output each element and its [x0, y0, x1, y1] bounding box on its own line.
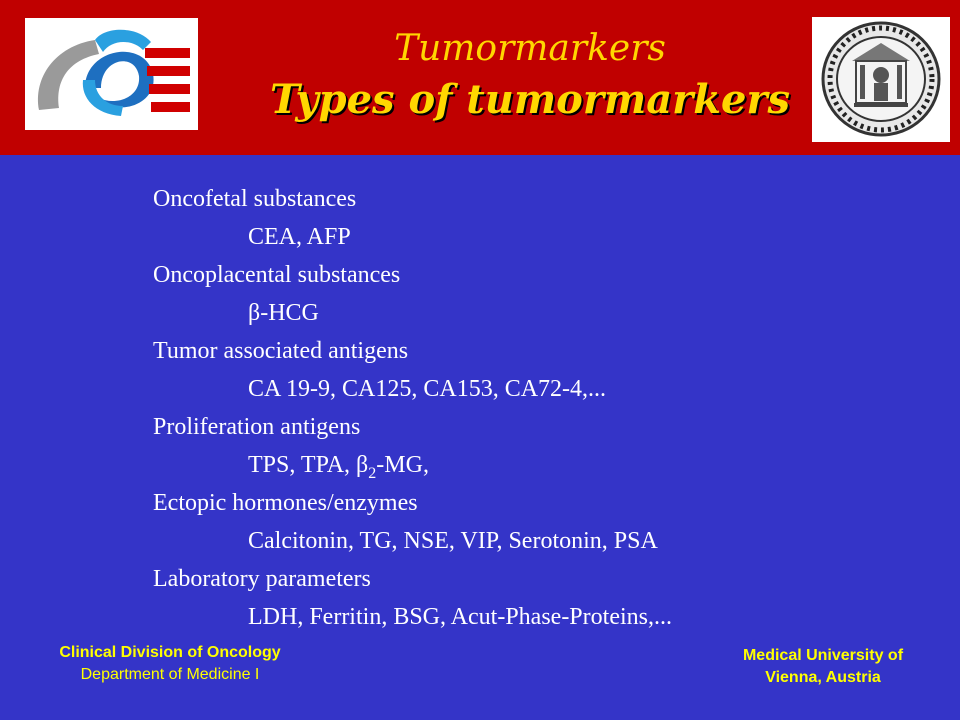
category-proliferation-antigens: Proliferation antigens	[153, 414, 361, 440]
presentation-title: Tumormarkers	[394, 28, 666, 69]
examples-proliferation-suffix: -MG,	[376, 452, 429, 478]
footer-left	[20, 642, 320, 686]
category-tumor-associated-antigens: Tumor associated antigens	[153, 338, 409, 364]
examples-proliferation-subscript: 2	[368, 464, 377, 482]
footer-right	[700, 645, 946, 689]
category-laboratory-parameters: Laboratory parameters	[153, 566, 371, 592]
category-oncoplacental: Oncoplacental substances	[153, 262, 401, 288]
category-ectopic-hormones: Ectopic hormones/enzymes	[153, 490, 418, 516]
examples-proliferation-antigens	[153, 446, 672, 484]
examples-oncofetal: CEA, AFP	[248, 224, 351, 250]
examples-oncoplacental: β-HCG	[248, 300, 319, 326]
category-oncofetal: Oncofetal substances	[153, 186, 357, 212]
footer-location: Vienna, Austria	[765, 669, 881, 686]
examples-ectopic-hormones: Calcitonin, TG, NSE, VIP, Serotonin, PSA	[248, 528, 658, 554]
footer-university: Medical University of	[742, 647, 904, 664]
footer-department: Department of Medicine I	[80, 666, 260, 683]
slide-title: Types of tumormarkers	[270, 76, 790, 123]
examples-proliferation-prefix: TPS, TPA, β	[248, 452, 369, 478]
examples-laboratory-parameters: LDH, Ferritin, BSG, Acut-Phase-Proteins,...	[248, 604, 672, 630]
examples-tumor-associated-antigens: CA 19-9, CA125, CA153, CA72-4,...	[248, 376, 607, 402]
footer-division: Clinical Division of Oncology	[59, 644, 281, 661]
tumormarker-list	[153, 180, 672, 636]
header-banner	[0, 0, 960, 155]
university-seal-icon	[812, 17, 950, 142]
